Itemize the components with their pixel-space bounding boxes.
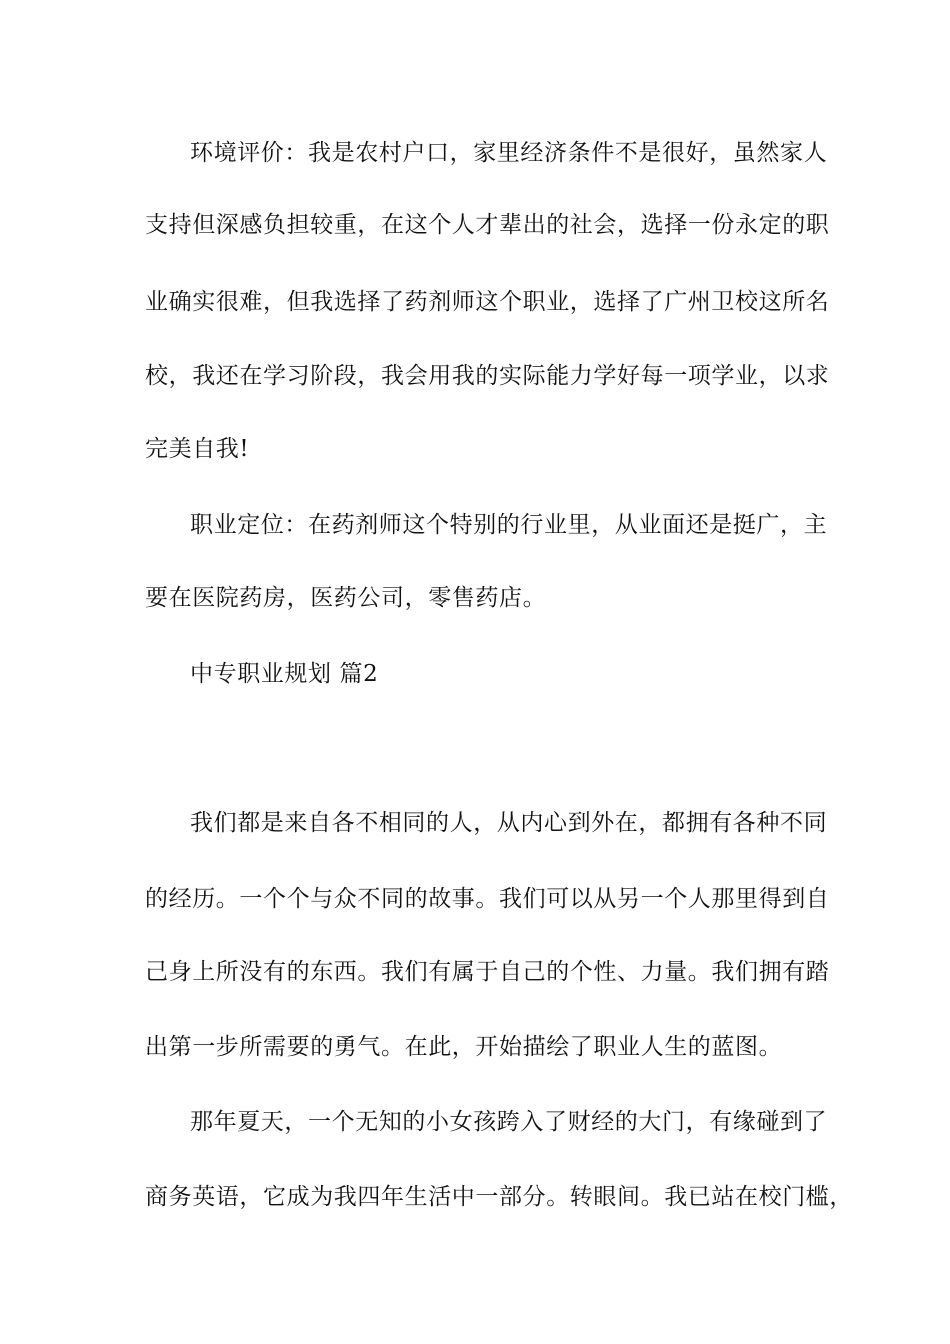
paragraph-1-line-2: 支持但深感负担较重，在这个人才辈出的社会，选择一份永定的职 bbox=[145, 212, 830, 238]
paragraph-2-line-2: 要在医院药房，医药公司，零售药店。 bbox=[145, 585, 547, 611]
paragraph-4-line-1: 那年夏天，一个无知的小女孩跨入了财经的大门，有缘碰到了 bbox=[190, 1109, 828, 1135]
paragraph-3-line-4: 出第一步所需要的勇气。在此，开始描绘了职业人生的蓝图。 bbox=[145, 1034, 783, 1060]
paragraph-3-line-2: 的经历。一个个与众不同的故事。我们可以从另一个人那里得到自 bbox=[145, 886, 830, 912]
paragraph-2-line-1: 职业定位：在药剂师这个特别的行业里，从业面还是挺广，主 bbox=[190, 512, 828, 538]
paragraph-1-line-1: 环境评价：我是农村户口，家里经济条件不是很好，虽然家人 bbox=[190, 140, 828, 166]
paragraph-1-line-3: 业确实很难，但我选择了药剂师这个职业，选择了广州卫校这所名 bbox=[145, 289, 830, 315]
paragraph-1-line-4: 校，我还在学习阶段，我会用我的实际能力学好每一项学业，以求 bbox=[145, 363, 830, 389]
paragraph-1-line-5: 完美自我! bbox=[145, 436, 250, 462]
paragraph-3-line-3: 己身上所没有的东西。我们有属于自己的个性、力量。我们拥有踏 bbox=[145, 959, 830, 985]
section-heading: 中专职业规划 篇2 bbox=[190, 661, 379, 687]
paragraph-3-line-1: 我们都是来自各不相同的人，从内心到外在，都拥有各种不同 bbox=[190, 810, 828, 836]
paragraph-4-line-2: 商务英语，它成为我四年生活中一部分。转眼间。我已站在校门槛， bbox=[145, 1184, 853, 1210]
